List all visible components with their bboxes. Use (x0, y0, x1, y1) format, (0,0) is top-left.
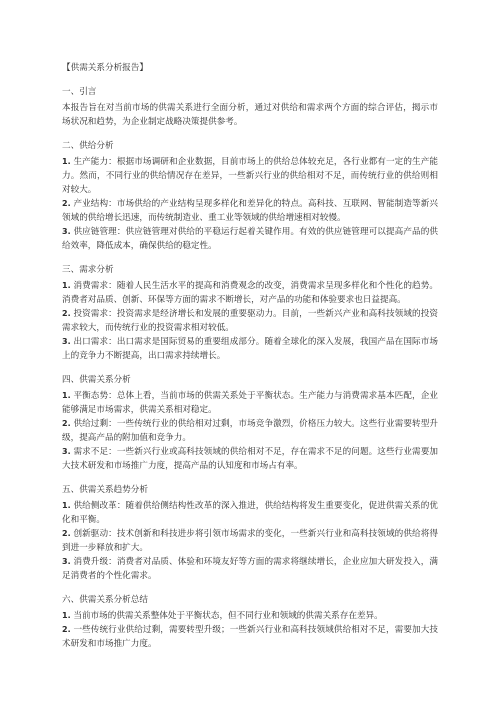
section-heading: 一、引言 (62, 87, 97, 97)
paragraph (62, 197, 438, 225)
section-heading: 五、供需关系趋势分析 (62, 485, 148, 495)
item-number: 3. (62, 227, 71, 236)
paragraph-text: 供给侧改革：随着供给侧结构性改革的深入推进，供给结构将发生重要变化，促进供需关系的优化和平衡。 (62, 501, 438, 525)
section-trend-analysis (62, 484, 438, 583)
paragraph (62, 225, 438, 253)
item-number: 1. (62, 391, 71, 400)
item-number: 2. (62, 199, 71, 208)
section-heading: 六、供需关系分析总结 (62, 595, 148, 605)
item-number: 2. (62, 625, 71, 634)
paragraph-text: 产业结构：市场供给的产业结构呈现多样化和差异化的特点。高科技、互联网、智能制造等新兴领域的供给增长迅速，而传统制造业、重工业等领域的供给增速相对较慢。 (62, 199, 438, 223)
paragraph (62, 279, 438, 307)
section-heading: 二、供给分析 (62, 141, 114, 151)
section-heading: 四、供需关系分析 (62, 375, 131, 385)
report-title: 【供需关系分析报告】 (62, 63, 148, 73)
paragraph-text: 投资需求：投资需求是经济增长和发展的重要驱动力。目前，一些新兴产业和高科技领域的投资需求较大，而传统行业的投资需求相对较低。 (62, 309, 438, 333)
paragraph (62, 555, 438, 583)
paragraph (62, 101, 438, 129)
section-supply-analysis (62, 140, 438, 253)
paragraph-text: 本报告旨在对当前市场的供需关系进行全面分析，通过对供给和需求两个方面的综合评估，揭示市场状况和趋势，为企业制定战略决策提供参考。 (62, 103, 438, 127)
paragraph-text: 一些传统行业供给过剩，需要转型升级；一些新兴行业和高科技领域供给相对不足，需要加大技术研发和市场推广力度。 (62, 625, 438, 649)
paragraph (62, 417, 438, 445)
item-number: 2. (62, 529, 71, 538)
paragraph (62, 155, 438, 197)
item-number: 1. (62, 501, 71, 510)
paragraph-text: 消费需求：随着人民生活水平的提高和消费观念的改变，消费需求呈现多样化和个性化的趋势。消费者对品质、创新、环保等方面的需求不断增长，对产品的功能和体验要求也日益提高。 (62, 281, 438, 305)
paragraph-text: 生产能力：根据市场调研和企业数据，目前市场上的供给总体较充足，各行业都有一定的生产能力。然而，不同行业的供给情况存在差异，一些新兴行业的供给相对不足，而传统行业的供给则相对较大。 (62, 157, 438, 195)
paragraph-text: 创新驱动：技术创新和科技进步将引领市场需求的变化，一些新兴行业和高科技领域的供给将得到进一步释放和扩大。 (62, 529, 438, 553)
item-number: 2. (62, 309, 71, 318)
paragraph (62, 527, 438, 555)
paragraph (62, 307, 438, 335)
paragraph-text: 出口需求：出口需求是国际贸易的重要组成部分。随着全球化的深入发展，我国产品在国际市场上的竞争力不断提高，出口需求持续增长。 (62, 337, 438, 361)
section-heading: 三、需求分析 (62, 265, 114, 275)
paragraph (62, 389, 438, 417)
item-number: 1. (62, 157, 71, 166)
item-number: 3. (62, 557, 71, 566)
paragraph-text: 当前市场的供需关系整体处于平衡状态，但不同行业和领域的供需关系存在差异。 (73, 611, 383, 621)
paragraph (62, 609, 438, 623)
item-number: 1. (62, 611, 71, 620)
paragraph (62, 623, 438, 651)
paragraph (62, 445, 438, 473)
section-relation-analysis (62, 374, 438, 473)
section-introduction (62, 86, 438, 129)
paragraph-text: 平衡态势：总体上看，当前市场的供需关系处于平衡状态。生产能力与消费需求基本匹配，企业能够满足市场需求，供需关系相对稳定。 (62, 391, 438, 415)
paragraph-text: 供给过剩：一些传统行业的供给相对过剩，市场竞争激烈，价格压力较大。这些行业需要转型升级，提高产品的附加值和竞争力。 (62, 419, 438, 443)
item-number: 3. (62, 447, 71, 456)
section-demand-analysis (62, 264, 438, 363)
section-summary (62, 594, 438, 651)
paragraph-text: 供应链管理：供应链管理对供给的平稳运行起着关键作用。有效的供应链管理可以提高产品的供给效率，降低成本，确保供给的稳定性。 (62, 227, 438, 251)
item-number: 3. (62, 337, 71, 346)
paragraph-text: 需求不足：一些新兴行业或高科技领域的供给相对不足，存在需求不足的问题。这些行业需要加大技术研发和市场推广力度，提高产品的认知度和市场占有率。 (62, 447, 438, 471)
item-number: 1. (62, 281, 71, 290)
paragraph (62, 499, 438, 527)
paragraph (62, 335, 438, 363)
paragraph-text: 消费升级：消费者对品质、体验和环境友好等方面的需求将继续增长，企业应加大研发投入，满足消费者的个性化需求。 (62, 557, 438, 581)
item-number: 2. (62, 419, 71, 428)
